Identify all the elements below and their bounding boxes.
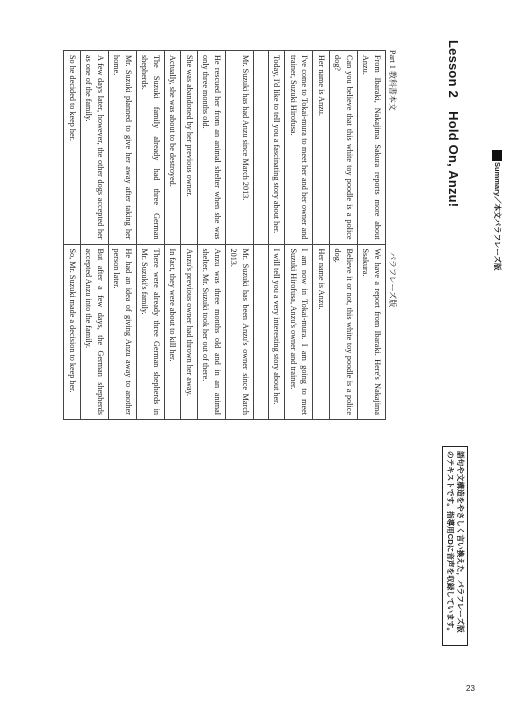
textbook-cell: A few days later, however, the other dogs accepted her as one of the family. bbox=[81, 51, 109, 245]
table-row bbox=[269, 51, 286, 420]
paraphrase-cell bbox=[254, 244, 269, 420]
rotated-content bbox=[56, 22, 468, 646]
table-row bbox=[81, 51, 109, 420]
paraphrase-cell: So, Mr. Suzuki made a decision to keep her. bbox=[64, 244, 81, 420]
paraphrase-cell: Anzu's previous owner had thrown her away. bbox=[181, 244, 198, 420]
textbook-cell: Her name is Anzu. bbox=[313, 51, 330, 245]
textbook-cell: I've come to Tokai-mura to meet her and her owner and trainer, Suzuki Hirofusa. bbox=[285, 51, 313, 245]
text-table bbox=[64, 50, 387, 420]
table-row bbox=[226, 51, 254, 420]
side-tab-label: Summary／本文パラフレーズ版 bbox=[493, 162, 502, 271]
paraphrase-cell: But after a few days, the German shepherds accepted Anzu into the family. bbox=[81, 244, 109, 420]
section-side-tab bbox=[492, 150, 502, 271]
table-row bbox=[330, 51, 358, 420]
paraphrase-note-box bbox=[442, 446, 468, 646]
textbook-cell: Actually, she was about to be destroyed. bbox=[165, 51, 182, 245]
table-row bbox=[198, 51, 226, 420]
paraphrase-cell: In fact, they were about to kill her. bbox=[165, 244, 182, 420]
paraphrase-cell: Believe it or not, this white toy poodle is a police dog. bbox=[330, 244, 358, 420]
paraphrase-cell: I will tell you a very interesting story about her. bbox=[269, 244, 286, 420]
textbook-cell: He rescued her from an animal shelter when she was only three months old. bbox=[198, 51, 226, 245]
paraphrase-cell: I am now in Tokai-mura. I am going to meet Suzuki Hirofusa, Anzu's owner and trainer. bbox=[285, 244, 313, 420]
textbook-cell: Today, I'd like to tell you a fascinating story about her. bbox=[269, 51, 286, 245]
textbook-cell: From Ibaraki, Nakajima Sakura reports more about Anzu. bbox=[358, 51, 386, 245]
table-row-spacer bbox=[254, 51, 269, 420]
textbook-cell: She was abandoned by her previous owner. bbox=[181, 51, 198, 245]
lesson-title: Lesson 2 Hold On, Anzu! bbox=[446, 40, 461, 208]
table-row bbox=[64, 51, 81, 420]
table-row bbox=[137, 51, 165, 420]
table-row bbox=[285, 51, 313, 420]
textbook-column-header: Part 1 教科書本文 bbox=[388, 50, 397, 111]
paraphrase-cell: We have a report from Ibaraki. Here's Nakajima Ssakura. bbox=[358, 244, 386, 420]
table-row bbox=[165, 51, 182, 420]
page-number: 23 bbox=[466, 684, 475, 693]
textbook-cell: The Suzuki family already had three German shepherds. bbox=[137, 51, 165, 245]
paraphrase-cell: There were already three German shepherds in Mr. Suzuki's family. bbox=[137, 244, 165, 420]
paraphrase-column-header: パラフレーズ版 bbox=[388, 252, 397, 308]
textbook-cell: Can you believe that this white toy poodle is a police dog? bbox=[330, 51, 358, 245]
textbook-cell: So he decided to keep her. bbox=[64, 51, 81, 245]
table-row bbox=[313, 51, 330, 420]
paraphrase-cell: Mr. Suzuki has been Anzu's owner since March 2013. bbox=[226, 244, 254, 420]
paraphrase-cell: Her name is Anzu. bbox=[313, 244, 330, 420]
table-row bbox=[109, 51, 137, 420]
textbook-cell: Mr. Suzuki planned to give her away after taking her home. bbox=[109, 51, 137, 245]
textbook-cell: Mr. Suzuki has had Anzu since March 2013. bbox=[226, 51, 254, 245]
paraphrase-cell: He had an idea of giving Anzu away to another person later. bbox=[109, 244, 137, 420]
paraphrase-cell: Anzu was three months old and in an animal shelter. Mr. Suzuki took her out of there. bbox=[198, 244, 226, 420]
textbook-cell bbox=[254, 51, 269, 245]
side-tab-marker bbox=[492, 150, 502, 161]
note-line-2: のテキストです。指導用CDに音声を収録しています。 bbox=[446, 451, 455, 636]
table-row bbox=[358, 51, 386, 420]
table-row bbox=[181, 51, 198, 420]
note-line-1: 語句や文構造をやさしく言い換えた，パラフレーズ版 bbox=[456, 451, 465, 633]
